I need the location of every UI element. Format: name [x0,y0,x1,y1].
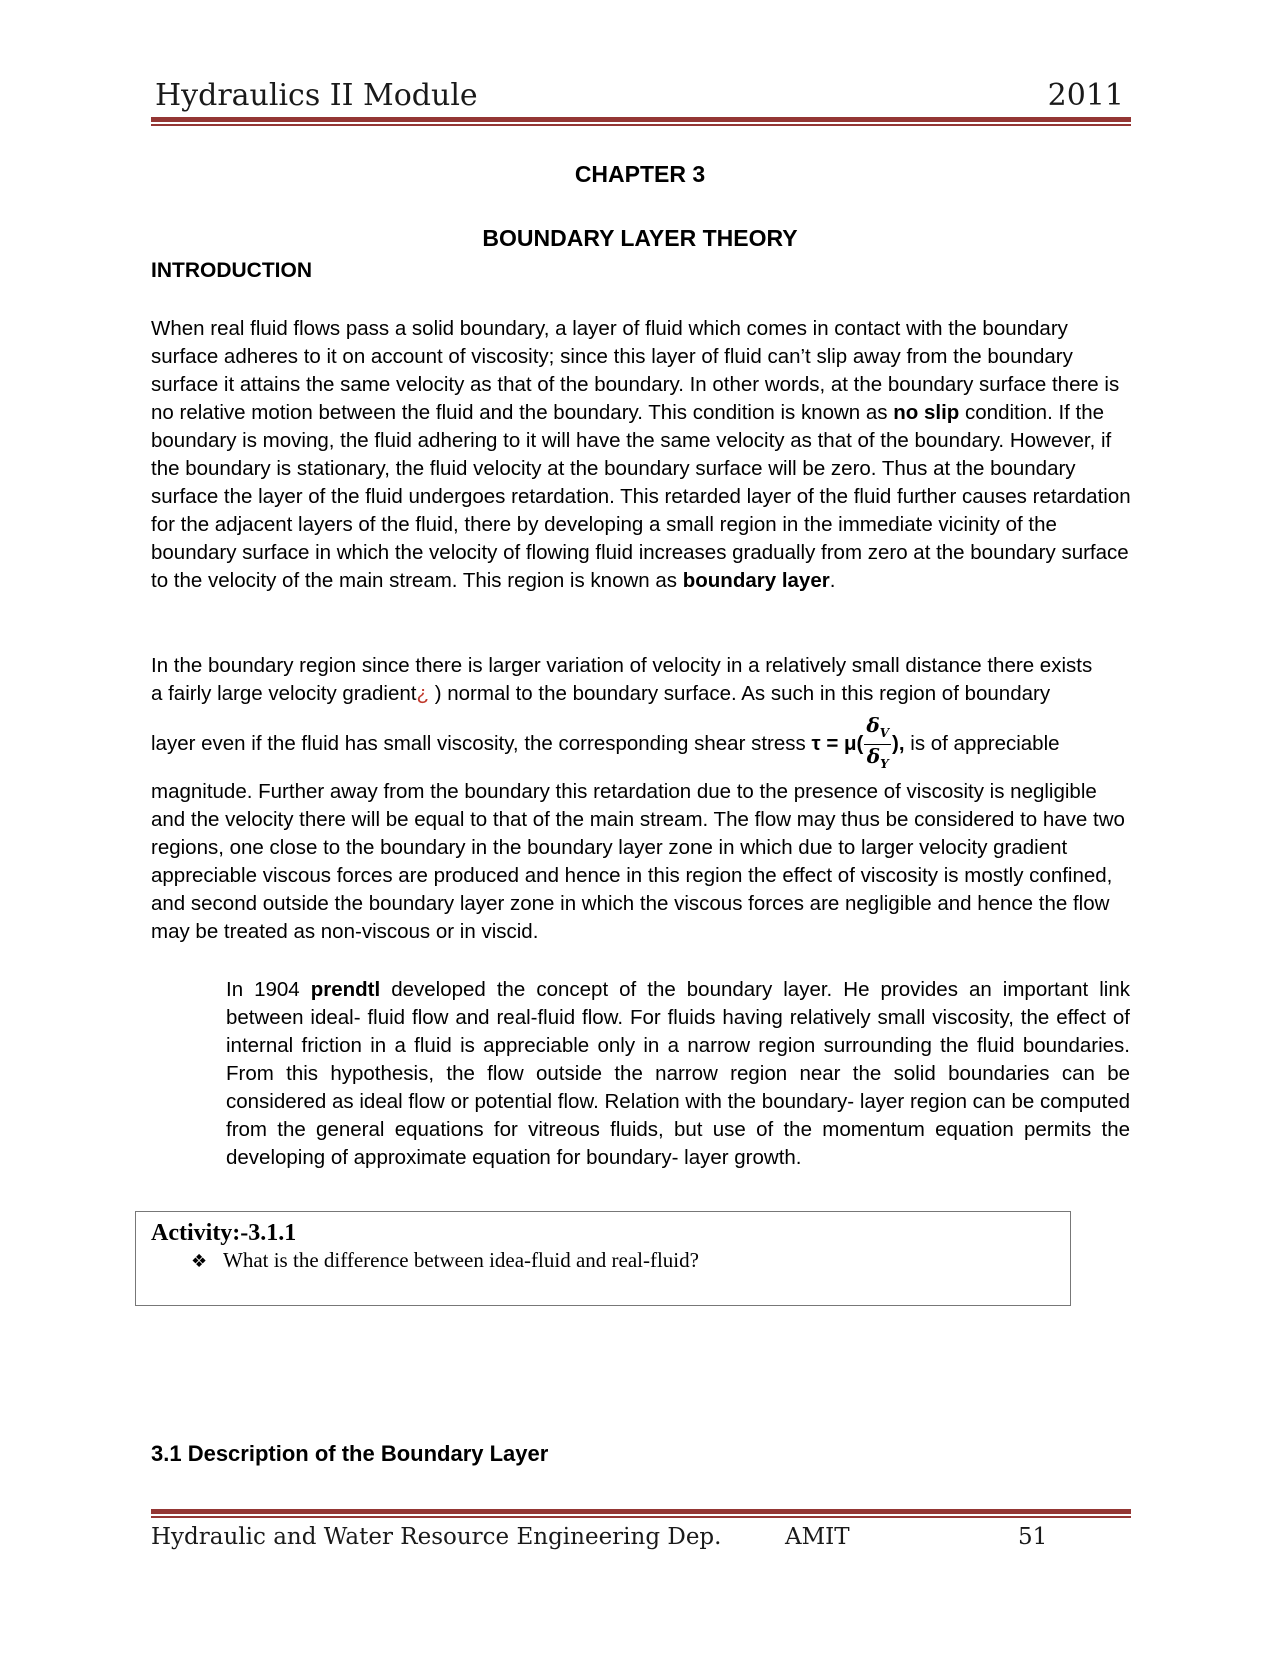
header-year: 2011 [1047,78,1124,113]
regions-paragraph: magnitude. Further away from the boundary this retardation due to the presence of viscosity is negligible and the velocity there will be equal to that of the main stream. The flow may thus be considered to have two regions, one close to the boundary in the boundary layer zone in which due to larger velocity gradient appreciable viscous forces are produced and hence in this region the effect of viscosity is mostly confined, and second outside the boundary layer zone in which the viscous forces are negligible and hence the flow may be treated as non-viscous or in viscid. [151,780,1125,943]
intro-heading: INTRODUCTION [151,259,312,282]
intro-paragraph: When real fluid flows pass a solid boundary, a layer of fluid which comes in contact with the boundary surface adheres to it on account of viscosity; since this layer of fluid can’t slip away from the boundary surface it attains the same velocity as that of the boundary. In other words, at the boundary surface there is no relative motion between the fluid and the boundary. This condition is known as no slip condition. If the boundary is moving, the fluid adhering to it will have the same velocity as that of the boundary. However, if the boundary is stationary, the fluid velocity at the boundary surface will be zero. Thus at the boundary surface the layer of the fluid undergoes retardation. This retarded layer of the fluid further causes retardation for the adjacent layers of the fluid, there by developing a small region in the immediate vicinity of the boundary surface in which the velocity of flowing fluid increases gradually from zero at the boundary surface to the velocity of the main stream. This region is known as boundary layer. [151,317,1131,592]
shear-stress-line: layer even if the fluid has small viscosity, the corresponding shear stress τ = μ( $\frac{\delta_V}{\delta_Y}$ ), is of appreciable [151,714,1151,775]
gradient-line-1: In the boundary region since there is larger variation of velocity in a relatively small distance there exists [151,654,1093,677]
footer-rule-thin [151,1516,1131,1518]
section-heading: 3.1 Description of the Boundary Layer [151,1441,549,1466]
velocity-gradient-fraction: $\frac{\delta_V}{\delta_Y}$ [866,713,890,771]
footer-page-number: 51 [1018,1524,1048,1550]
footer-institution: AMIT [785,1524,850,1550]
footer-rule [151,1509,1131,1514]
activity-title: Activity:-3.1.1 [151,1220,297,1246]
header-rule [151,117,1131,122]
prandtl-paragraph: In 1904 prendtl developed the concept of the boundary layer. He provides an important link between ideal- fluid flow and real-fluid flow. For fluids having relatively small viscosity, the effect of internal friction in a fluid is appreciable only in a narrow region surrounding the fluid boundaries. From this hypothesis, the flow outside the narrow region near the solid boundaries can be considered as ideal flow or potential flow. Relation with the boundary- layer region can be computed from the general equations for vitreous fluids, but use of the momentum equation permits the developing of approximate equation for boundary- layer growth. [226,978,1131,1169]
chapter-title: BOUNDARY LAYER THEORY [482,225,798,251]
header-title: Hydraulics II Module [155,78,478,113]
shear-formula: τ = μ( $\frac{\delta_V}{\delta_Y}$ ), [811,732,904,755]
chapter-number: CHAPTER 3 [574,161,706,187]
gradient-line-2: a fairly large velocity gradient¿ ) normal to the boundary surface. As such in this region of boundary [151,682,1051,705]
activity-box [135,1211,1071,1306]
diamond-bullet-icon: ❖ [191,1251,208,1272]
header-rule-thin [151,124,1131,126]
footer-department: Hydraulic and Water Resource Engineering Dep. [151,1524,722,1550]
activity-question: ❖ What is the difference between idea-fluid and real-fluid? [191,1248,699,1272]
